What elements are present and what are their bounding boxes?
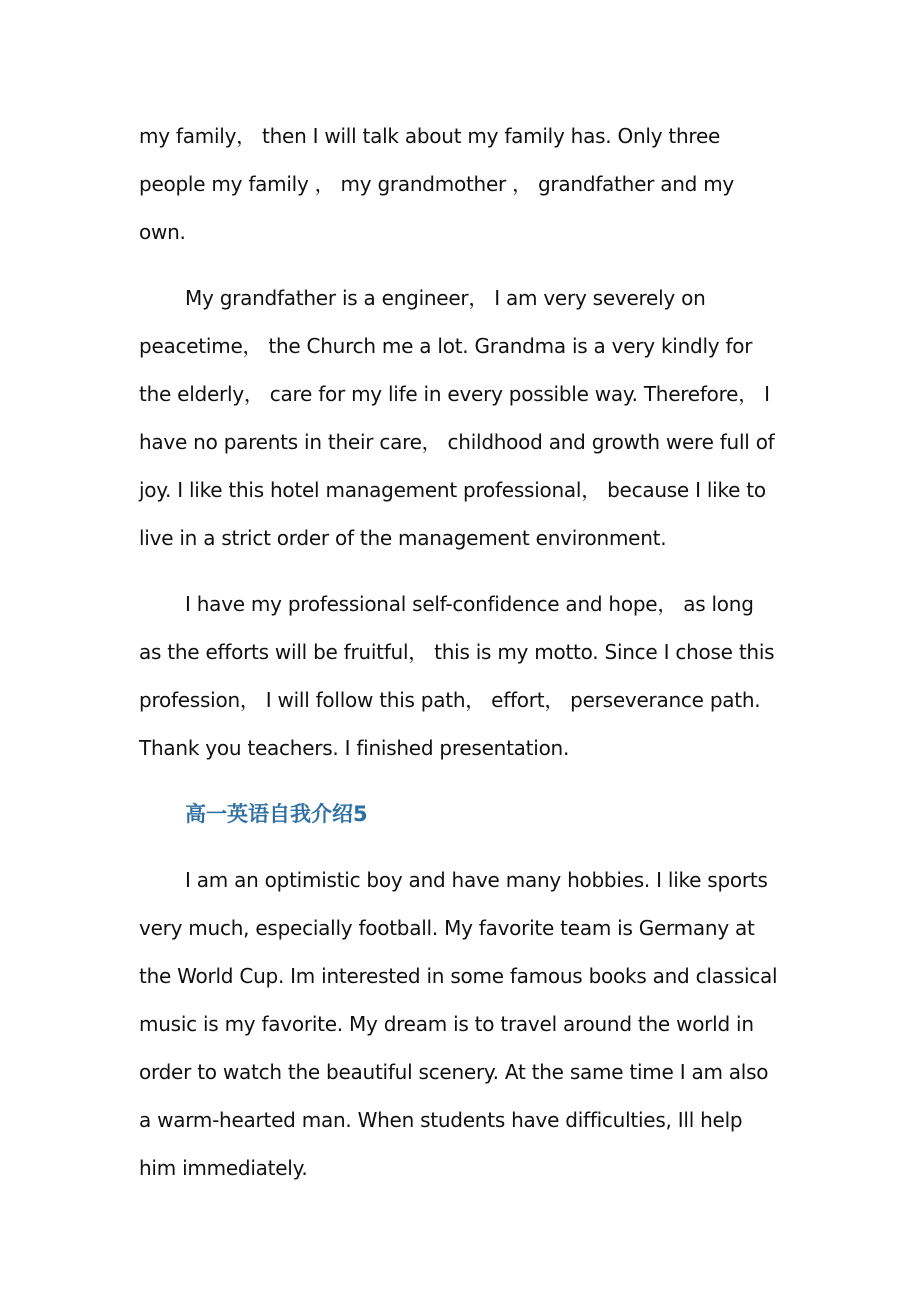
document-body	[139, 112, 779, 1210]
paragraph-hobbies: I am an optimistic boy and have many hobbies. I like sports very much, especially football. My favorite team is Germany at the World Cup. Im interested in some famous books and classical music is my favorite. My dream is to travel around the world in order to watch the beautiful scenery. At the same time I am also a warm-hearted man. When students have difficulties, Ill help him immediately.	[139, 868, 778, 1180]
paragraph-grandparents: My grandfather is a engineer， I am very severely on peacetime， the Church me a lot. Grandma is a very kindly for the elderly， care for my life in every possible way. Therefore， I have no parents in their care， childhood and growth were full of joy. I like this hotel management professional， because I like to live in a strict order of the management environment.	[139, 286, 775, 550]
paragraph-family-intro: my family， then I will talk about my family has. Only three people my family ， my grandmother ， grandfather and my own.	[139, 124, 735, 244]
paragraph-motto: I have my professional self-confidence and hope， as long as the efforts will be fruitful， this is my motto. Since I chose this profession， I will follow this path， effort， perseverance path. Thank you teachers. I finished presentation.	[139, 592, 775, 760]
section-heading: 高一英语自我介绍5	[185, 802, 368, 826]
